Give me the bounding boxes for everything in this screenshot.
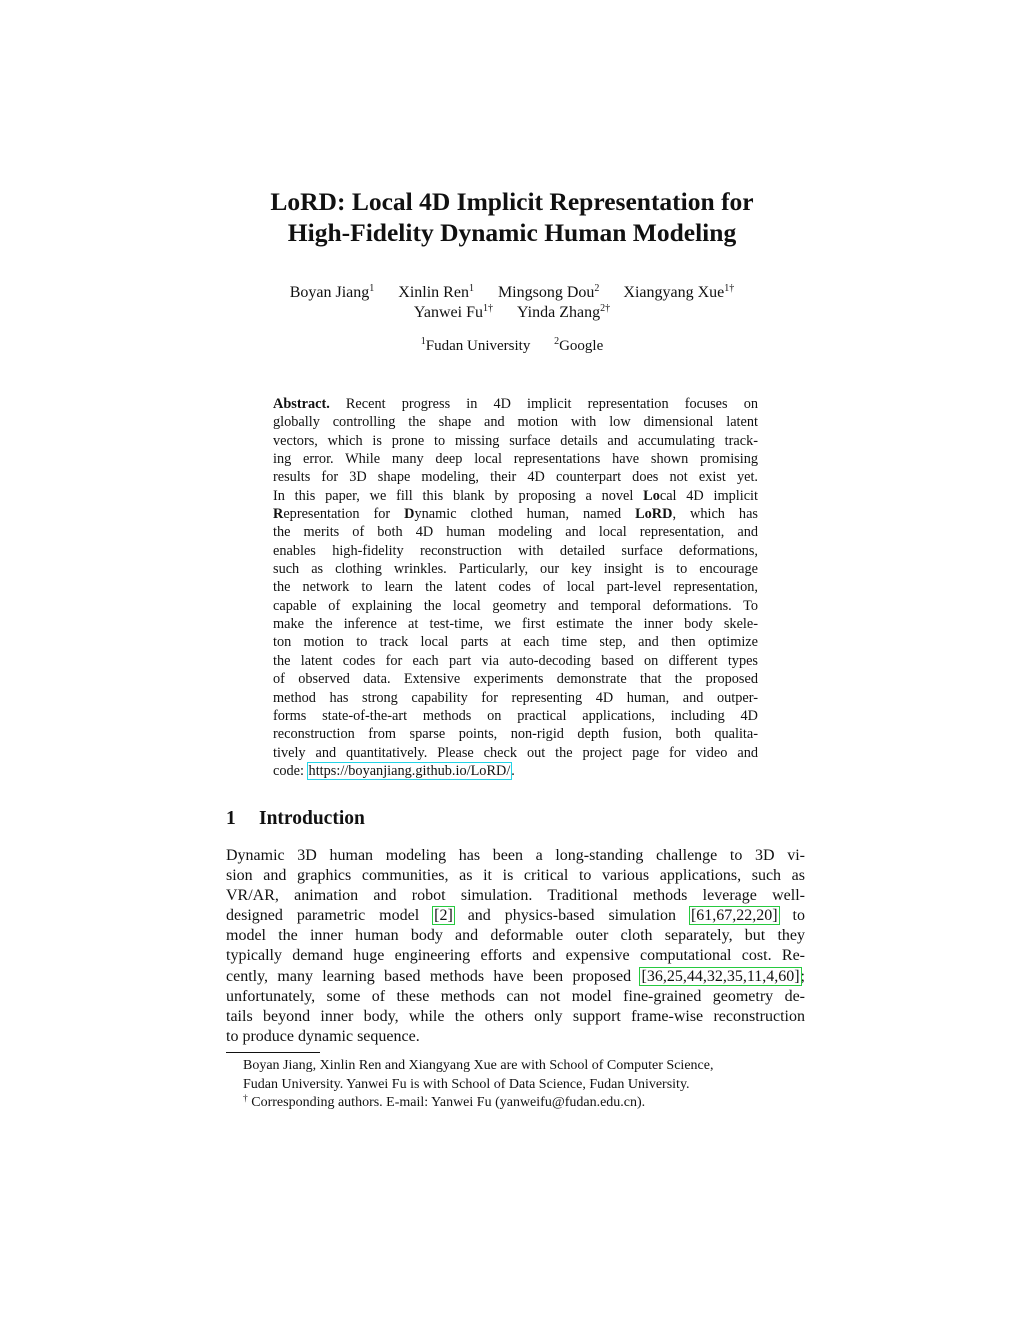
- body-line: Dynamic 3D human modeling has been a long-standing challenge to 3D vi-: [226, 847, 805, 864]
- body-line: cently, many learning based methods have been proposed [36,25,44,32,35,11,4,60];: [226, 967, 805, 985]
- paper-title: [150, 186, 874, 248]
- body-line: designed parametric model [2] and physics-based simulation [61,67,22,20] to: [226, 907, 805, 925]
- affiliation: $^2$Google: [554, 336, 604, 354]
- footnote-line: Fudan University. Yanwei Fu is with School of Data Science, Fudan University.: [243, 1076, 690, 1092]
- author: Mingsong Dou$^2$: [497, 283, 600, 301]
- abstract-line: In this paper, we fill this blank by proposing a novel Local 4D implicit: [273, 487, 758, 504]
- abstract-label: Abstract.: [273, 396, 330, 412]
- author: Yanwei $Fu^{1\dagger}$: [413, 303, 493, 321]
- abstract-line: capable of explaining the local geometry and temporal deformations. To: [273, 597, 758, 614]
- body-line: model the inner human body and deformable outer cloth separately, but they: [226, 927, 805, 945]
- abstract-line: code: https://boyanjiang.github.io/LoRD/.: [273, 762, 515, 779]
- author: Xinlin Ren$^1$: [398, 283, 474, 301]
- title-line: LoRD: Local 4D Implicit Representation for: [270, 187, 754, 216]
- abstract-line: the latent codes for each part via auto-decoding based on different types: [273, 652, 758, 669]
- body-line: tails beyond inner body, while the others only support frame-wise reconstruction: [226, 1007, 805, 1025]
- footnote-divider: [226, 1052, 320, 1053]
- citation-link[interactable]: [61,67,22,20]: [690, 907, 778, 925]
- section-heading: [226, 808, 365, 830]
- abstract-line: such as clothing wrinkles. Particularly, our key insight is to encourage: [273, 561, 758, 578]
- abstract-line: reconstruction from sparse points, non-rigid depth fusion, both qualita-: [273, 726, 758, 743]
- affiliation: $^1$Fudan University: [420, 336, 531, 354]
- author: Boyan Jiang$^1$: [289, 283, 375, 301]
- citation-link[interactable]: [36,25,44,32,35,11,4,60]: [641, 967, 800, 985]
- abstract-line: of observed data. Extensive experiments demonstrate that the proposed: [273, 671, 758, 688]
- body-line: sion and graphics communities, as it is critical to various applications, such as: [226, 867, 805, 885]
- section-title: Introduction: [259, 808, 365, 829]
- title-line: High-Fidelity Dynamic Human Modeling: [287, 218, 737, 247]
- body-line: typically demand huge engineering efforts and expensive computational cost. Re-: [226, 947, 805, 965]
- abstract-line: globally controlling the shape and motion with low dimensional latent: [273, 414, 758, 431]
- abstract-line: ing error. While many deep local representations have shown promising: [273, 451, 758, 468]
- abstract-line: vectors, which is prone to missing surface details and accumulating track-: [273, 432, 758, 449]
- abstract-line: Abstract. Recent progress in 4D implicit representation focuses on: [273, 396, 758, 412]
- author-list: [150, 283, 874, 323]
- abstract-line: the merits of both 4D human modeling and local representation, and: [273, 524, 758, 541]
- author: Yinda Zhang$^{2\dagger}$: [516, 303, 611, 321]
- body-line: VR/AR, animation and robot simulation. Traditional methods leverage well-: [226, 887, 805, 905]
- abstract-line: forms state-of-the-art methods on practical applications, including 4D: [273, 707, 758, 724]
- footnotes: [243, 1057, 805, 1113]
- abstract-line: enables high-fidelity reconstruction with detailed surface deformations,: [273, 542, 758, 559]
- abstract-line: ton motion to track local parts at each time step, and then optimize: [273, 634, 758, 651]
- abstract-line: Representation for Dynamic clothed human, named LoRD, which has: [273, 506, 758, 523]
- abstract-line: make the inference at test-time, we first estimate the inner body skele-: [273, 616, 758, 633]
- abstract-line: the network to learn the latent codes of local part-level representation,: [273, 579, 758, 596]
- body-line: unfortunately, some of these methods can not model fine-grained geometry de-: [226, 987, 805, 1005]
- body-line: to produce dynamic sequence.: [226, 1027, 420, 1045]
- project-page-link[interactable]: https://boyanjiang.github.io/LoRD/: [308, 762, 511, 779]
- abstract-line: method has strong capability for representing 4D human, and outper-: [273, 689, 758, 706]
- author: Xiangyang Xue$^{1\dagger}$: [623, 283, 735, 301]
- footnote-line: Boyan Jiang, Xinlin Ren and Xiangyang Xue are with School of Computer Science,: [243, 1058, 714, 1073]
- footnote-line: † Corresponding authors. E-mail: Yanwei Fu (yanweifu@fudan.edu.cn).: [243, 1094, 646, 1110]
- citation-link[interactable]: [2]: [434, 907, 453, 925]
- abstract-line: tively and quantitatively. Please check out the project page for video and: [273, 744, 758, 761]
- section-number: 1: [226, 808, 236, 829]
- abstract: [273, 395, 758, 780]
- intro-paragraph: [226, 846, 805, 1047]
- abstract-line: results for 3D shape modeling, their 4D counterpart does not exist yet.: [273, 469, 758, 486]
- affiliations: [150, 338, 874, 355]
